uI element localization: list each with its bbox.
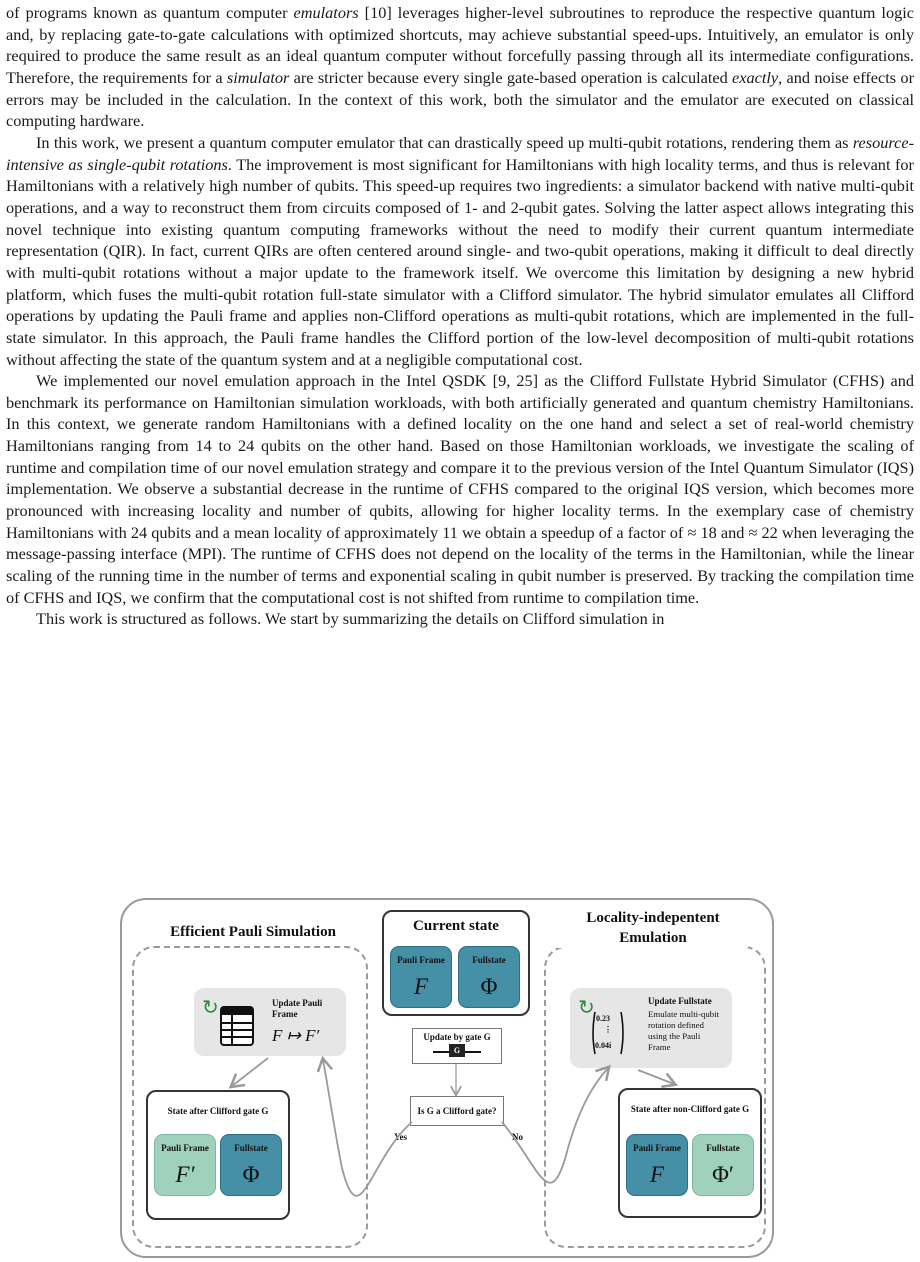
decision-box: Is G a Clifford gate? [410, 1096, 504, 1126]
clifford-fullstate-symbol: Φ [242, 1162, 260, 1187]
paragraph-text: of programs known as quantum computer [6, 3, 294, 22]
cycle-arrow-icon: ↻ [202, 995, 219, 1019]
emphasis-text: resource-intensive as single-qubit rotations [6, 132, 914, 174]
paragraph-text: . The improvement is most significant for Hamiltonians with high locality terms, and thus is relevant for Hamiltonians with a relatively high number of qubits. This speed-up requires two ingredients: a simulator backend with native multi-qubit operations, and a way to reconstruct them from circuits composed of 1- and 2-qubit gates. Solving the latter aspect allows integrating this novel technique into existing quantum computing frameworks without the need to modify their current quantum intermediate representation (QIR). In fact, current QIRs are often centered around single- and two-qubit operations, making it difficult to deal directly with multi-qubit rotations without a major update to the framework itself. We overcome this limitation by designing a new hybrid platform, which fuses the multi-qubit rotation full-state simulator with a Clifford simulator. The hybrid simulator emulates all Clifford operations by updating the Pauli frame and applies non-Clifford operations as multi-qubit rotations, which are implemented in the full-state simulator. In this approach, the Pauli frame handles the Clifford portion of the low-level decomposition of multi-qubit rotations without affecting the state of the quantum system and at a negligible computational cost. [6, 154, 914, 369]
arrow-update-fullstate-to-state [638, 1070, 674, 1084]
no-label: No [512, 1132, 523, 1142]
update-pauli-math: F ↦ F′ [272, 1026, 320, 1045]
clifford-pauli-label: Pauli Frame [161, 1143, 209, 1153]
state-clifford-title: State after Clifford gate G [167, 1106, 269, 1116]
figure-hybrid-simulator [120, 898, 774, 1258]
body-text [6, 2, 914, 630]
paragraph-text: [10] leverages higher-level subroutines to reproduce the respective quantum logic and, by replacing gate-to-gate calculations with optimized shortcuts, may achieve substantial speed-ups. Intuitively, an emulator is only required to produce the same result as an ideal quantum computer without forcefully passing through all its intermediate configurations. Therefore, the requirements for a [6, 3, 914, 87]
nonclifford-fullstate-label: Fullstate [706, 1143, 740, 1153]
clifford-pauli-symbol: F′ [175, 1162, 195, 1187]
left-region-title: Efficient Pauli Simulation [148, 924, 358, 941]
clifford-fullstate-label: Fullstate [234, 1143, 268, 1153]
nonclifford-fullstate-symbol: Φ′ [712, 1162, 734, 1187]
update-gate-title: Update by gate G [423, 1032, 491, 1042]
emphasis-text: emulators [293, 3, 359, 22]
paragraph [6, 132, 914, 370]
arrow-yes [323, 1060, 412, 1196]
current-pauli-symbol: F [413, 974, 429, 999]
yes-label: Yes [394, 1132, 407, 1142]
update-pauli-title: Update Pauli Frame [272, 998, 323, 1019]
nonclifford-pauli-symbol: F [649, 1162, 665, 1187]
vector-top: 0.23 [596, 1014, 610, 1023]
paragraph [6, 2, 914, 132]
nonclifford-pauli-label: Pauli Frame [633, 1143, 681, 1153]
paragraph-text: are stricter because every single gate-based operation is calculated [289, 67, 733, 87]
current-fullstate-label: Fullstate [472, 955, 506, 965]
paragraph-text: We implemented our novel emulation approach in the Intel QSDK [9, 25] as the Clifford Fullstate Hybrid Simulator (CFHS) and benchmark its performance on Hamiltonian simulation workloads, with both artificially generated and quantum chemistry Hamiltonians. In this context, we generate random Hamiltonians with a defined locality on the one hand and select a set of real-world chemistry Hamiltonians ranging from 14 to 24 qubits on the other hand. Based on those Hamiltonian workloads, we investigate the scaling of runtime and compilation time of our novel emulation strategy and compare it to the previous version of the Intel Quantum Simulator (IQS) implementation. We observe a substantial decrease in the runtime of CFHS compared to the original IQS version, which becomes more pronounced with increasing locality and number of qubits, allowing for higher locality terms. In the exemplary case of chemistry Hamiltonians with 24 qubits and a mean locality of approximately 11 we obtain a speedup of a factor of ≈ 18 and ≈ 22 when leveraging the message-passing interface (MPI). The runtime of CFHS does not depend on the locality of the terms in the Hamiltonian, while the linear scaling of the running time in the number of terms and exponential scaling in qubit number is preserved. By tracking the compilation time of CFHS and IQS, we confirm that the computational cost is not shifted from runtime to compilation time. [6, 371, 914, 607]
emphasis-text: exactly [732, 67, 779, 87]
right-region-title: Locality-indepentent Emulation [558, 908, 748, 948]
paragraph [6, 370, 914, 608]
paragraph-text: This work is structured as follows. We start by summarizing the details on Clifford simulation in [36, 609, 665, 629]
update-fullstate-title: Update Fullstate [648, 996, 712, 1006]
cycle-arrow-icon-right: ↻ [578, 995, 595, 1019]
paragraph-text: In this work, we present a quantum computer emulator that can drastically speed up multi-qubit rotations, rendering them as [36, 132, 853, 152]
flow-arrows [120, 898, 774, 1258]
current-pauli-label: Pauli Frame [397, 955, 445, 965]
vector-bottom: 0.04i [595, 1041, 612, 1050]
vector-mid: ⋮ [604, 1025, 612, 1034]
arrow-no [502, 1068, 608, 1183]
current-fullstate-symbol: Φ [480, 974, 498, 999]
update-fullstate-desc: Emulate multi-qubit rotation defined using the Pauli Frame [648, 1009, 720, 1052]
state-nonclifford-title: State after non-Clifford gate G [630, 1104, 750, 1114]
gate-g-block: G [449, 1044, 465, 1057]
emphasis-text: simulator [226, 67, 290, 87]
paragraph-text: , and noise effects or errors may be included in the calculation. In the context of this work, both the simulator and the emulator are executed on classical computing hardware. [6, 67, 914, 131]
arrow-update-pauli-to-state [232, 1058, 268, 1086]
current-state-title: Current state [413, 918, 499, 934]
paragraph [6, 608, 914, 630]
